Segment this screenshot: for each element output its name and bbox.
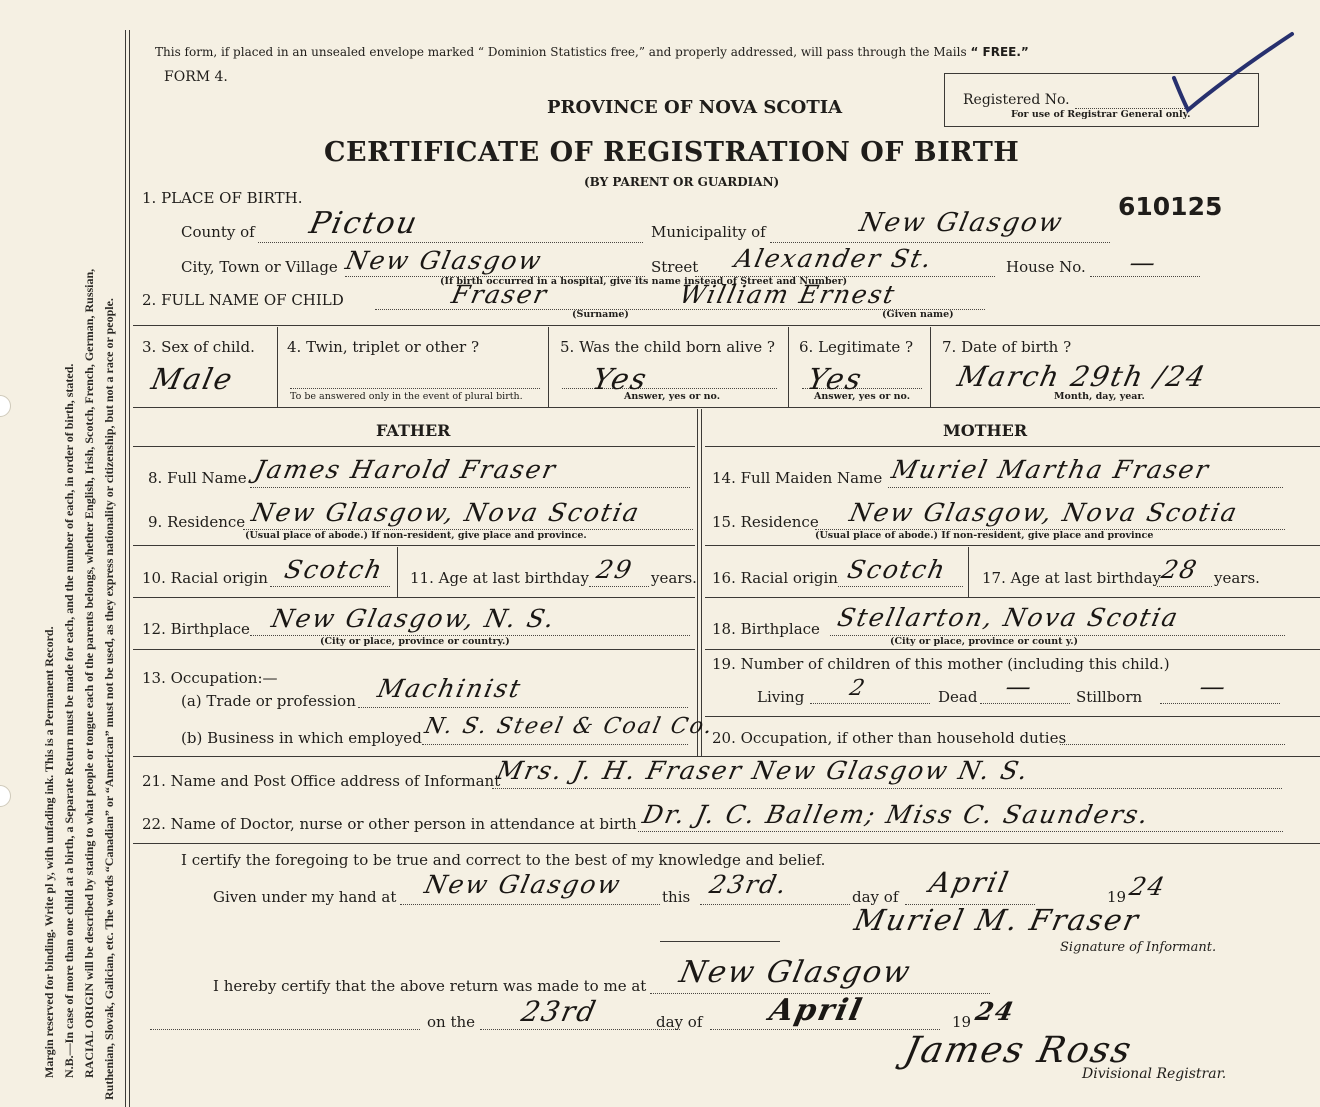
surname-caption: (Surname) — [572, 309, 629, 320]
day-of-label: day of — [852, 888, 899, 906]
registrar-place: New Glasgow — [676, 955, 915, 990]
living-value: 2 — [847, 676, 869, 701]
place-of-birth-heading: 1. PLACE OF BIRTH. — [142, 189, 303, 207]
mother-birthplace: Stellarton, Nova Scotia — [834, 603, 1183, 632]
legitimate-caption: Answer, yes or no. — [814, 391, 911, 402]
twin-note: To be answered only in the event of plural birth. — [290, 391, 523, 402]
county-value: Pictou — [306, 206, 422, 241]
business-line — [422, 744, 688, 745]
binding-note: Margin reserved for binding. Write pl y, with unfading ink. This is a Permanent Record. — [42, 626, 56, 1078]
dead-line — [980, 703, 1070, 704]
doctor-value: Dr. J. C. Ballem; Miss C. Saunders. — [639, 800, 1153, 829]
registrar-day-line — [480, 1029, 680, 1030]
informant-value: Mrs. J. H. Fraser New Glasgow N. S. — [493, 756, 1033, 785]
city-value: New Glasgow — [342, 246, 546, 275]
this-label: this — [662, 888, 691, 906]
hospital-note: (If birth occurred in a hospital, give its name instead of Street and Number) — [440, 276, 848, 287]
stillborn-line — [1160, 703, 1280, 704]
registrar-year-prefix: 19 — [952, 1013, 972, 1031]
mother-years-label: years. — [1214, 569, 1260, 587]
child-given-name: William Ernest — [676, 280, 899, 309]
certify-text: I certify the foregoing to be true and correct to the best of my knowledge and belief. — [181, 851, 826, 869]
rule — [133, 407, 1320, 408]
twin-line — [290, 388, 540, 389]
rule — [705, 597, 1320, 598]
dob-label: 7. Date of birth ? — [942, 338, 1072, 356]
dob-value: March 29th /24 — [954, 360, 1210, 393]
punch-hole — [0, 785, 11, 807]
father-age: 29 — [593, 555, 636, 584]
house-value: — — [1126, 248, 1161, 277]
mother-occupation-label: 20. Occupation, if other than household duties — [712, 729, 1067, 747]
year-prefix: 19 — [1107, 888, 1127, 906]
informant-signature-caption: Signature of Informant. — [1060, 940, 1217, 955]
rule — [133, 597, 695, 598]
father-name-line — [250, 487, 690, 488]
mother-name-label: 14. Full Maiden Name — [712, 469, 883, 487]
father-residence-note: (Usual place of abode.) If non-resident, give place and province. — [245, 530, 587, 541]
rule — [133, 325, 1320, 326]
rule — [705, 545, 1320, 546]
legitimate-label: 6. Legitimate ? — [799, 338, 914, 356]
mother-race: Scotch — [844, 555, 950, 584]
registrar-year: 24 — [972, 997, 1018, 1026]
doctor-label: 22. Name of Doctor, nurse or other person in attendance at birth — [142, 815, 637, 833]
rule — [930, 327, 931, 407]
mother-occupation-line — [1060, 744, 1285, 745]
mother-birthplace-note: (City or place, province or count y.) — [890, 636, 1079, 647]
given-year: 24 — [1126, 872, 1169, 901]
punch-hole — [0, 395, 11, 417]
multiple-birth-note: N.B.—In case of more than one child at a birth, a Separate Return must be made for each, and the number of each, in order of birth, stated. — [62, 363, 76, 1078]
given-day: 23rd. — [706, 870, 791, 899]
father-birthplace-label: 12. Birthplace — [142, 620, 250, 638]
city-label: City, Town or Village — [181, 258, 338, 276]
mother-race-line — [838, 586, 963, 587]
trade-line — [358, 707, 688, 708]
business-value: N. S. Steel & Coal Co. — [422, 714, 717, 739]
municipality-value: New Glasgow — [856, 208, 1067, 238]
trade-value: Machinist — [374, 674, 525, 703]
given-name-caption: (Given name) — [882, 309, 954, 320]
rule — [133, 843, 1320, 844]
rule — [397, 547, 398, 597]
province-heading: PROVINCE OF NOVA SCOTIA — [547, 97, 843, 118]
racial-origin-note-2: Ruthenian, Slovak, Galician, etc. The words “Canadian” or “American” must not be used, as they express nationality or citizenship, but not a race or people. — [102, 298, 116, 1100]
informant-signature: Muriel M. Fraser — [851, 903, 1144, 937]
rule — [133, 446, 695, 447]
mother-age: 28 — [1158, 555, 1201, 584]
registrar-month: April — [766, 993, 867, 1028]
rule — [705, 446, 1320, 447]
rule — [133, 649, 695, 650]
given-place-line — [400, 904, 660, 905]
rule — [968, 547, 969, 597]
mother-birthplace-label: 18. Birthplace — [712, 620, 820, 638]
alive-label: 5. Was the child born alive ? — [560, 338, 775, 356]
father-age-label: 11. Age at last birthday — [410, 569, 589, 587]
doctor-line — [638, 831, 1283, 832]
father-name-label: 8. Full Name — [148, 469, 247, 487]
rule — [705, 649, 1320, 650]
trade-label: (a) Trade or profession — [181, 692, 356, 710]
registrar-text: I hereby certify that the above return was made to me at — [213, 977, 647, 995]
rule — [548, 327, 549, 407]
county-label: County of — [181, 223, 255, 241]
mother-residence-note: (Usual place of abode.) If non-resident, give place and province — [815, 530, 1154, 541]
stillborn-label: Stillborn — [1076, 688, 1143, 706]
margin-rule — [125, 30, 130, 1107]
father-residence-label: 9. Residence — [148, 513, 246, 531]
given-place: New Glasgow — [421, 870, 625, 899]
informant-line — [492, 788, 1282, 789]
rule — [788, 327, 789, 407]
dob-caption: Month, day, year. — [1054, 391, 1145, 402]
legitimate-value: Yes — [804, 362, 867, 396]
column-divider — [697, 409, 702, 756]
mother-age-label: 17. Age at last birthday — [982, 569, 1161, 587]
business-label: (b) Business in which employed — [181, 729, 422, 747]
mother-name-line — [888, 487, 1283, 488]
street-value: Alexander St. — [731, 244, 936, 273]
municipality-line — [770, 242, 1110, 243]
registered-label: Registered No. — [963, 92, 1070, 108]
given-month: April — [926, 866, 1013, 899]
mother-residence: New Glasgow, Nova Scotia — [846, 498, 1242, 527]
certificate-subtitle: (BY PARENT OR GUARDIAN) — [584, 175, 780, 189]
alive-caption: Answer, yes or no. — [624, 391, 721, 402]
rule — [705, 716, 1320, 717]
mother-heading: MOTHER — [943, 421, 1028, 440]
child-name-label: 2. FULL NAME OF CHILD — [142, 291, 344, 309]
on-the-label: on the — [427, 1013, 476, 1031]
given-label: Given under my hand at — [213, 888, 397, 906]
mother-race-label: 16. Racial origin — [712, 569, 838, 587]
father-birthplace: New Glasgow, N. S. — [268, 604, 559, 633]
mother-name: Muriel Martha Fraser — [888, 455, 1213, 484]
registrar-month-line — [710, 1029, 940, 1030]
father-name: James Harold Fraser — [251, 455, 560, 484]
house-label: House No. — [1006, 258, 1086, 276]
mother-residence-label: 15. Residence — [712, 513, 819, 531]
sex-label: 3. Sex of child. — [142, 338, 255, 356]
registrar-day-of-label: day of — [656, 1013, 703, 1031]
rule — [133, 545, 695, 546]
mail-free: “ FREE.” — [970, 45, 1029, 59]
registrar-caption: Divisional Registrar. — [1082, 1066, 1227, 1082]
rule — [277, 327, 278, 407]
registrar-signature: James Ross — [900, 1030, 1137, 1071]
racial-origin-note-1: RACIAL ORIGIN will be described by stating to what people or tongue each of the parents belongs, whether English, Irish, Scotch, French, German, Russian, — [82, 268, 96, 1078]
certificate-number: 610125 — [1118, 192, 1223, 221]
dead-value: — — [1002, 672, 1037, 701]
alive-value: Yes — [589, 362, 652, 396]
informant-label: 21. Name and Post Office address of Informant — [142, 772, 501, 790]
check-mark-icon — [1170, 30, 1300, 120]
father-heading: FATHER — [376, 421, 451, 440]
living-line — [810, 703, 930, 704]
father-race: Scotch — [281, 555, 387, 584]
child-surname: Fraser — [448, 280, 551, 309]
father-race-line — [270, 586, 390, 587]
occupation-label: 13. Occupation:— — [142, 669, 278, 687]
given-day-line — [700, 904, 850, 905]
mother-age-line — [1157, 586, 1212, 587]
dead-label: Dead — [938, 688, 978, 706]
twin-label: 4. Twin, triplet or other ? — [287, 338, 479, 356]
living-label: Living — [757, 688, 805, 706]
certificate-title: CERTIFICATE OF REGISTRATION OF BIRTH — [324, 137, 1020, 168]
stillborn-value: — — [1196, 672, 1231, 701]
rule — [660, 941, 780, 942]
sex-value: Male — [148, 362, 238, 396]
father-birthplace-note: (City or place, province or country.) — [320, 636, 510, 647]
father-age-line — [589, 586, 649, 587]
registered-note: For use of Registrar General only. — [1011, 109, 1191, 120]
registrar-day: 23rd — [518, 995, 601, 1028]
father-race-label: 10. Racial origin — [142, 569, 268, 587]
mail-notice: This form, if placed in an unsealed envelope marked “ Dominion Statistics free,” and properly addressed, will pass through the Mails “ FREE.” — [155, 45, 1029, 59]
father-years-label: years. — [651, 569, 697, 587]
father-residence: New Glasgow, Nova Scotia — [248, 498, 644, 527]
on-the-line-pre — [150, 1029, 420, 1030]
children-count-label: 19. Number of children of this mother (including this child.) — [712, 655, 1170, 673]
street-label: Street — [651, 258, 699, 276]
form-number: FORM 4. — [164, 69, 228, 85]
county-line — [258, 242, 643, 243]
municipality-label: Municipality of — [651, 223, 766, 241]
